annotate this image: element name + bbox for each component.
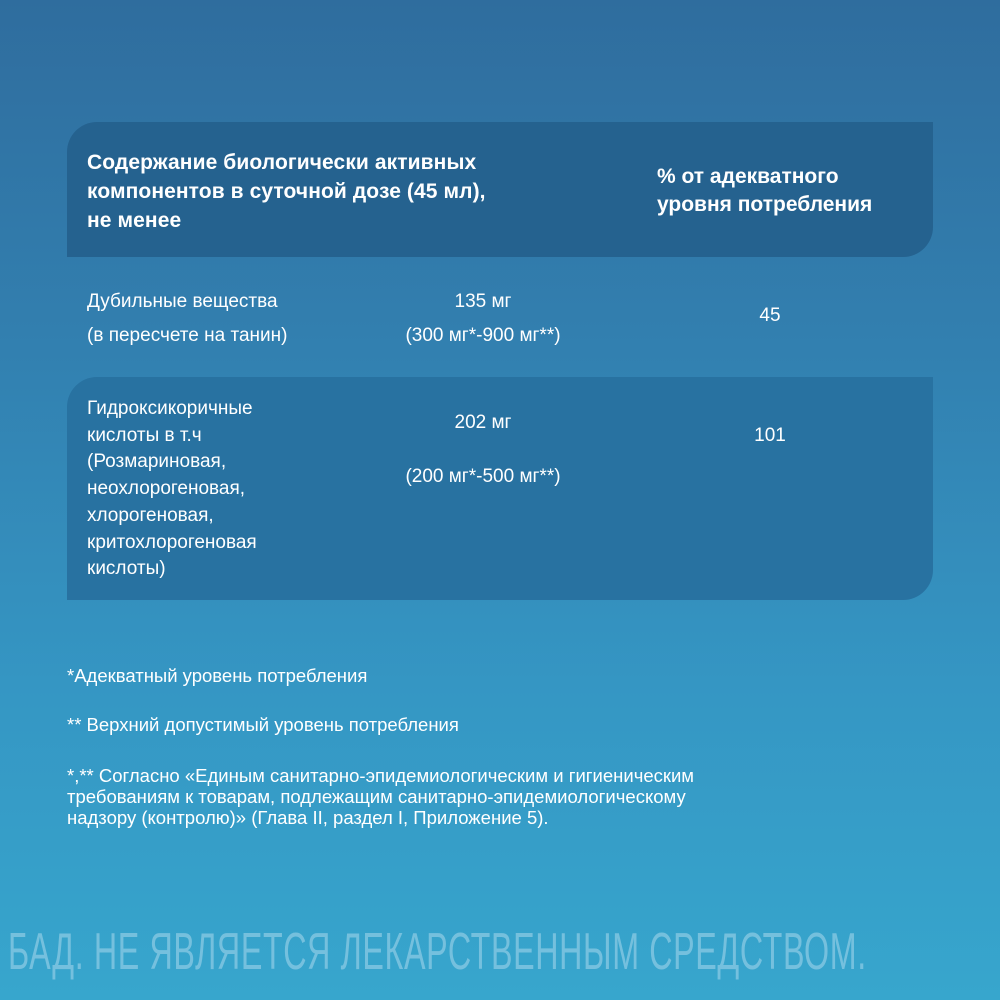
row-component-name [87,396,257,583]
table-header [67,122,933,257]
header-component-line: компонентов в суточной дозе (45 мл), [87,180,486,203]
row-percent: 45 [759,305,781,326]
component-name-line: хлорогеновая, [87,504,214,526]
component-name-line: Дубильные вещества [87,291,278,312]
component-name-line: критохлорогеновая [87,531,257,553]
component-name-line: (в пересчете на танин) [87,325,288,346]
header-percent-line: % от адекватного [657,165,839,188]
amount-value: 135 мг [454,291,512,312]
footnote-source [67,765,694,828]
component-name-line: Гидроксикоричные [87,398,253,419]
row-component-name [87,285,287,353]
amount-range: (300 мг*-900 мг**) [405,325,561,346]
row-amount [363,285,603,353]
table-row [67,377,933,600]
row-amount [363,396,603,504]
footnote-source-line: надзору (контролю)» (Глава II, раздел I, Приложение 5). [67,807,549,828]
header-percent-line: уровня потребления [657,193,873,216]
component-name-line: кислоты) [87,558,166,580]
header-component-line: не менее [87,209,182,232]
footnote-upper-level: ** Верхний допустимый уровень потребления [67,714,459,735]
table-row [67,257,933,377]
header-component-line: Содержание биологически активных [87,151,477,174]
header-component-label [87,148,607,235]
disclaimer-banner: БАД. НЕ ЯВЛЯЕТСЯ ЛЕКАРСТВЕННЫМ СРЕДСТВОМ. [8,923,867,981]
footnote-adequate-level: *Адекватный уровень потребления [67,665,368,686]
footnote-source-line: требованиям к товарам, подлежащим санитарно-эпидемиологическому [67,786,686,807]
amount-value: 202 мг [454,412,512,433]
row-percent: 101 [754,425,786,446]
component-name-line: (Розмариновая, [87,451,227,473]
component-name-line: неохлорогеновая, [87,478,246,500]
amount-range: (200 мг*-500 мг**) [405,466,561,487]
component-name-line: кислоты в т.ч [87,424,202,446]
header-percent-label [657,163,927,219]
footnote-source-line: *,** Согласно «Единым санитарно-эпидемиологическим и гигиеническим [67,765,695,786]
